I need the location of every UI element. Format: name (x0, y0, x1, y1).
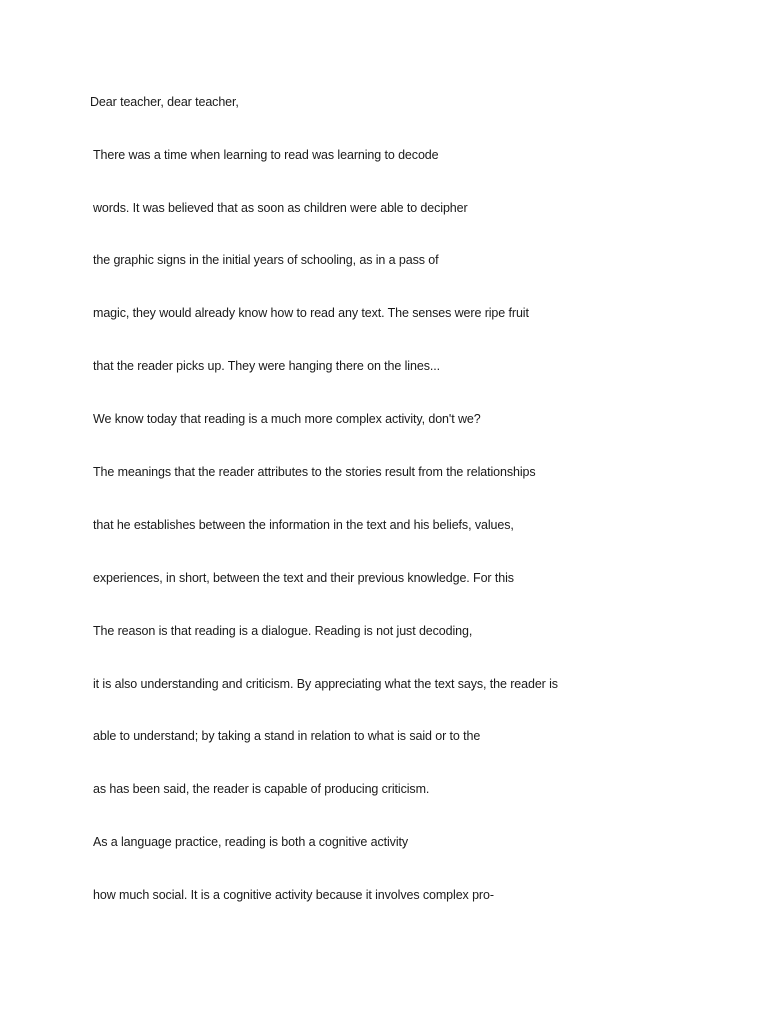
text-line: as has been said, the reader is capable of producing criticism. (93, 782, 430, 796)
text-line: that he establishes between the information in the text and his beliefs, values, (93, 518, 514, 532)
text-line: The reason is that reading is a dialogue. Reading is not just decoding, (93, 624, 473, 638)
text-line: that the reader picks up. They were hanging there on the lines... (93, 359, 440, 373)
text-line: experiences, in short, between the text and their previous knowledge. For this (93, 571, 514, 585)
text-line: There was a time when learning to read was learning to decode (93, 148, 439, 162)
text-line: it is also understanding and criticism. By appreciating what the text says, the reader is (93, 677, 558, 691)
text-line: words. It was believed that as soon as children were able to decipher (93, 201, 468, 215)
text-line: The meanings that the reader attributes to the stories result from the relationships (93, 465, 536, 479)
text-line: how much social. It is a cognitive activity because it involves complex pro- (93, 888, 494, 902)
text-line: We know today that reading is a much more complex activity, don't we? (93, 412, 481, 426)
salutation: Dear teacher, dear teacher, (90, 95, 239, 109)
text-line: able to understand; by taking a stand in relation to what is said or to the (93, 729, 481, 743)
text-line: the graphic signs in the initial years of schooling, as in a pass of (93, 253, 439, 267)
text-line: As a language practice, reading is both a cognitive activity (93, 835, 409, 849)
text-line: magic, they would already know how to read any text. The senses were ripe fruit (93, 306, 529, 320)
